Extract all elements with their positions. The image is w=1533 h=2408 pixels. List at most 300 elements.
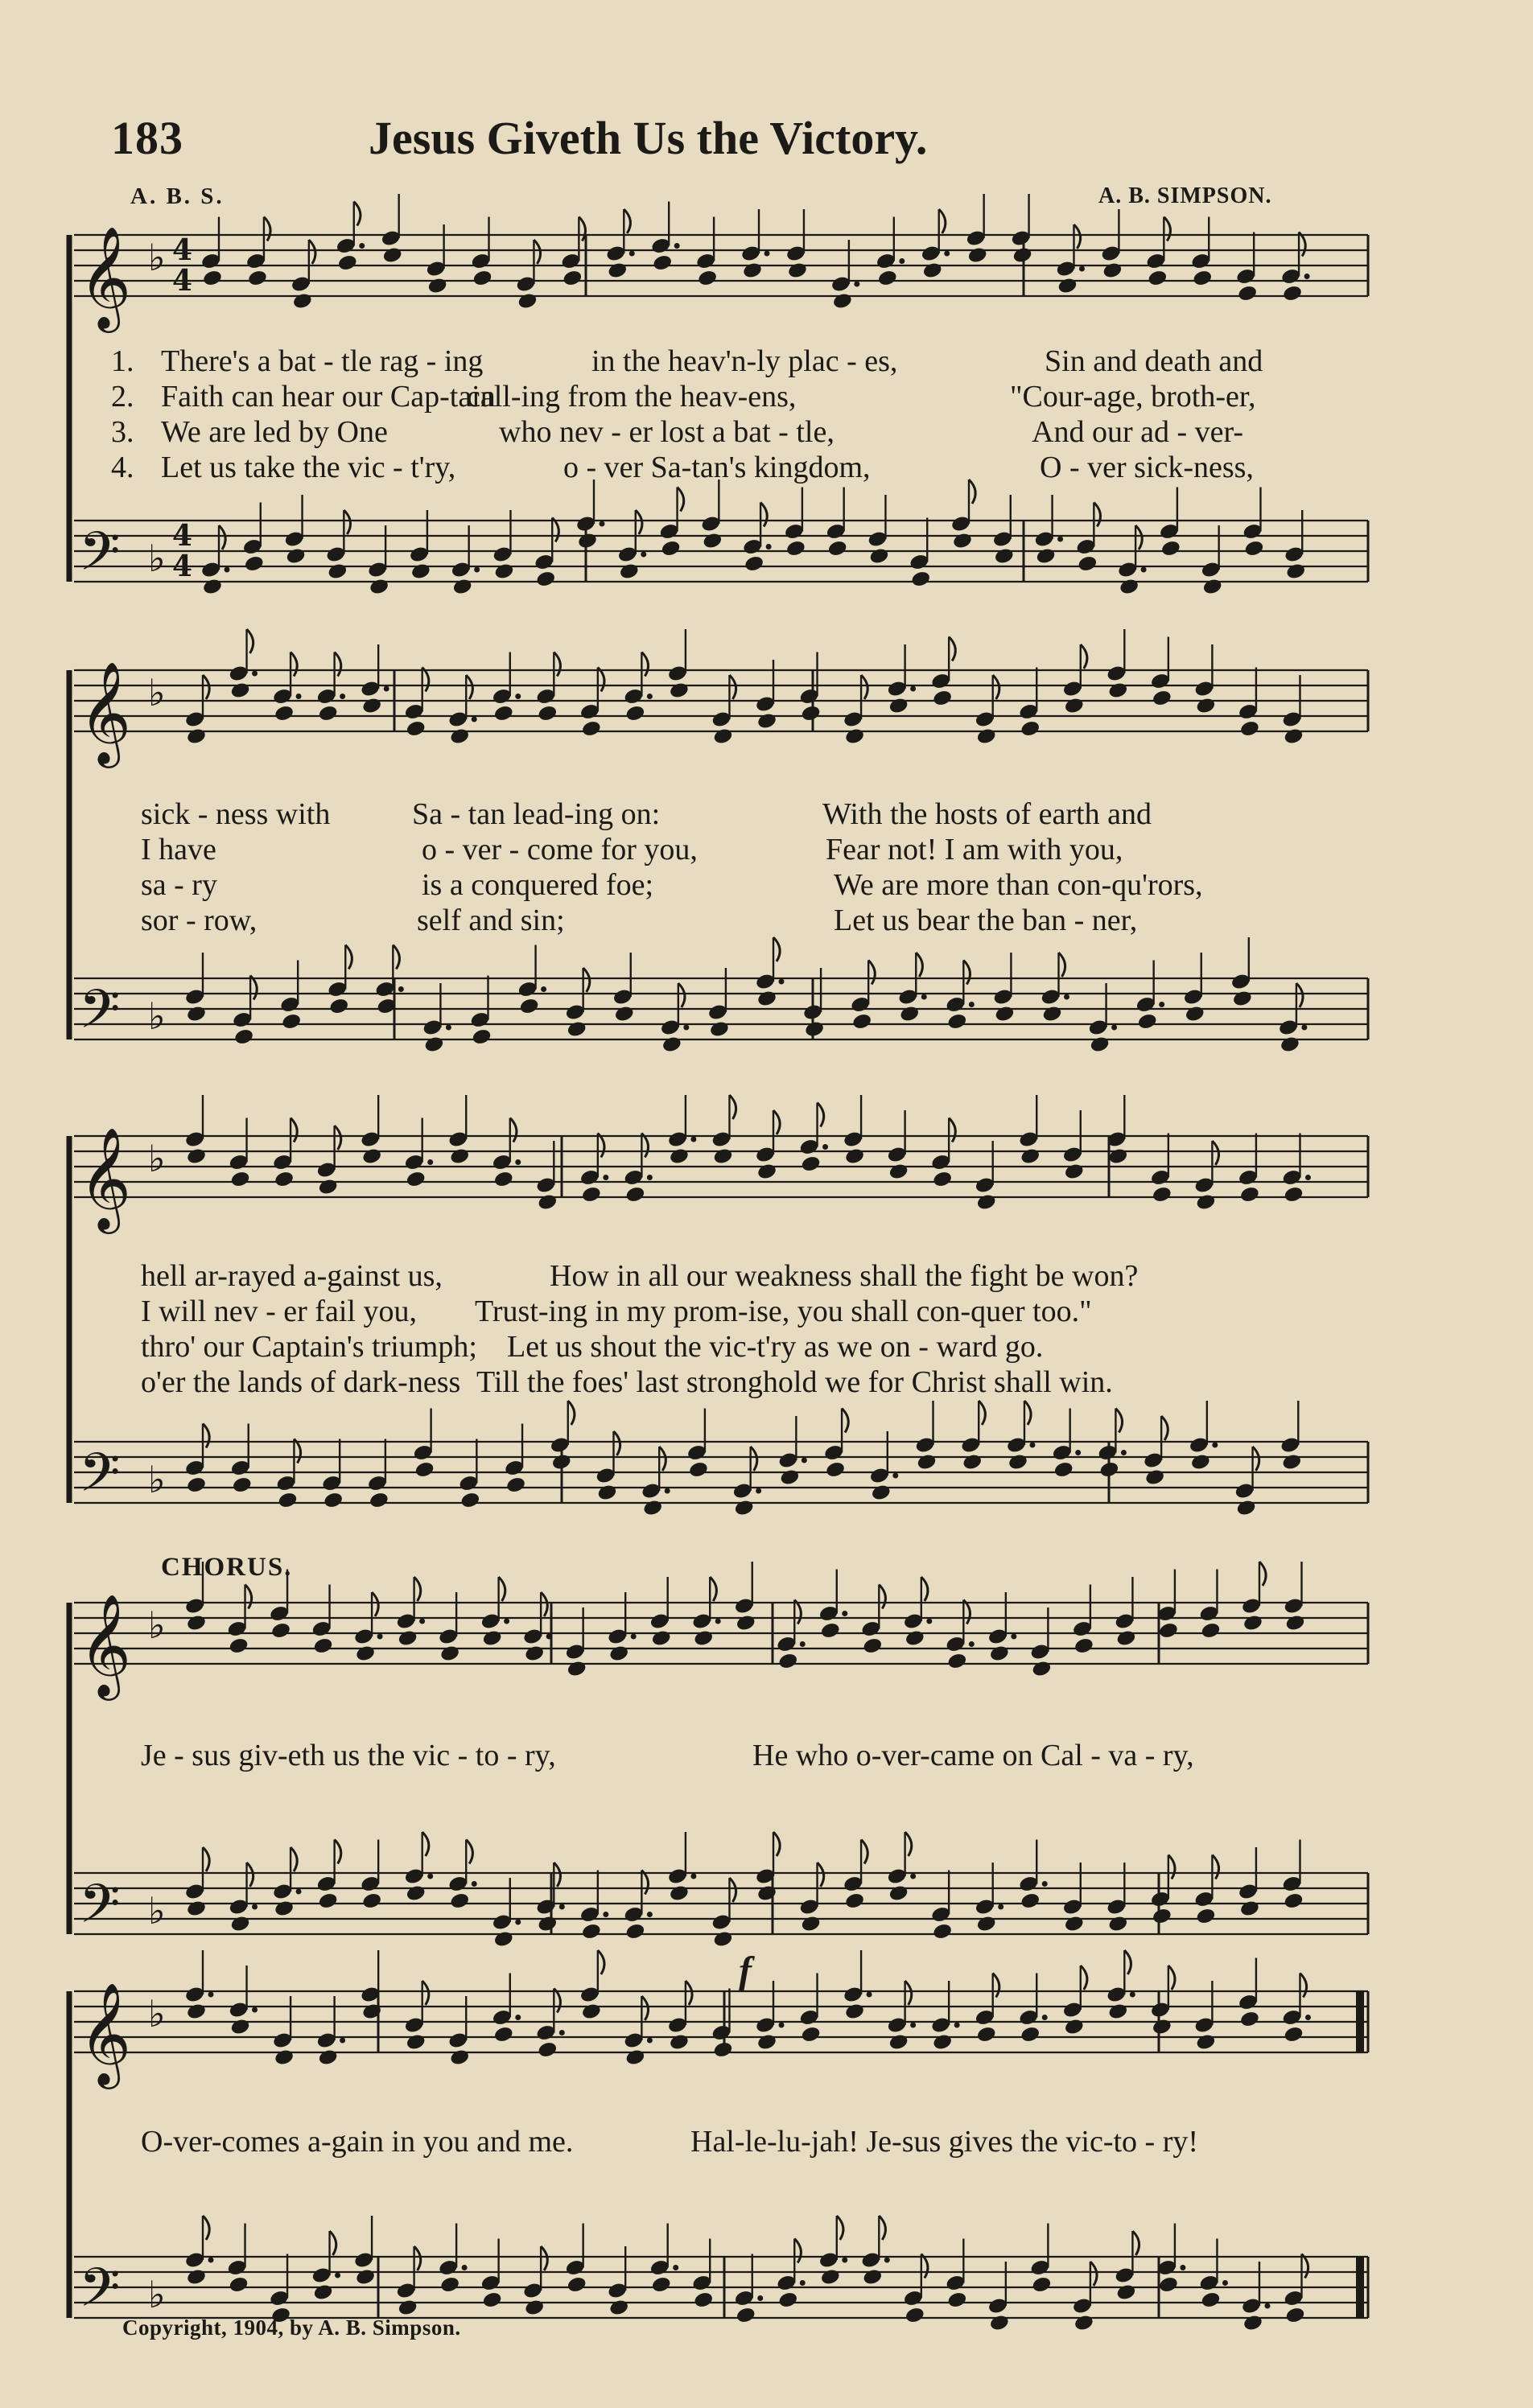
lyric-line: Hal-le-lu-jah! Je-sus gives the vic-to - ry! — [690, 2125, 1199, 2159]
time-signature: 4 — [172, 519, 193, 553]
note-dot — [377, 1634, 383, 1640]
note-head — [1152, 2018, 1172, 2036]
note-dot — [340, 2038, 345, 2044]
chorus-label: CHORUS. — [161, 1553, 293, 1582]
note-dot — [515, 1920, 521, 1925]
note-flag — [1081, 644, 1087, 669]
note-flag — [868, 961, 875, 985]
note-head — [1115, 1629, 1136, 1648]
lyric-line: And our ad - ver- — [1032, 415, 1244, 449]
note-head — [946, 1652, 967, 1670]
note-head — [459, 1491, 480, 1509]
note-head — [482, 1629, 503, 1648]
flat-icon: ♭ — [148, 1603, 166, 1647]
note-head — [608, 2299, 629, 2317]
note-head — [851, 1012, 872, 1031]
note-head — [888, 2033, 909, 2052]
note-head — [406, 2033, 427, 2052]
note-flag — [963, 961, 970, 985]
note-dot — [1159, 1002, 1164, 1007]
lyric-line: O-ver-comes a-gain in you and me. — [141, 2125, 574, 2159]
note-head — [1152, 1907, 1172, 1925]
note-flag — [773, 1110, 780, 1134]
note-flag — [534, 240, 540, 264]
note-dot — [208, 1992, 214, 1998]
note-flag — [1135, 525, 1142, 550]
note-flag — [993, 1974, 999, 1998]
note-dot — [800, 1641, 806, 1647]
note-head — [832, 292, 853, 311]
note-head — [323, 1491, 344, 1509]
note-flag — [1124, 1950, 1131, 1974]
note-head — [888, 1163, 909, 1181]
note-head — [922, 261, 943, 280]
note-flag — [659, 1447, 666, 1471]
note-head — [186, 2003, 207, 2021]
note-head — [505, 1476, 526, 1494]
note-head — [277, 1491, 298, 1509]
note-head — [804, 1020, 825, 1039]
note-head — [596, 1484, 617, 1502]
note-head — [274, 704, 295, 722]
note-flag — [554, 1863, 560, 1887]
note-head — [1107, 681, 1128, 700]
note-dot — [427, 1874, 433, 1879]
note-flag — [245, 1585, 252, 1609]
note-head — [537, 1915, 558, 1933]
note-flag — [905, 1981, 912, 2005]
note-dot — [252, 671, 258, 677]
note-flag — [309, 240, 315, 264]
note-head — [844, 727, 865, 746]
note-head — [410, 562, 431, 581]
note-dot — [1042, 1881, 1048, 1887]
note-flag — [203, 1847, 209, 1871]
note-head — [1185, 1005, 1205, 1023]
note-flag — [422, 1981, 429, 2005]
note-dot — [1212, 1443, 1218, 1448]
note-head — [186, 1614, 207, 1632]
note-head — [577, 532, 598, 550]
note-head — [619, 562, 640, 581]
note-head — [669, 2033, 690, 2052]
note-head — [229, 2018, 250, 2036]
lyric-line: "Cour-age, broth-er, — [1010, 380, 1256, 414]
note-head — [1137, 1012, 1158, 1031]
note-head — [1158, 1621, 1179, 1640]
note-flag — [247, 1863, 253, 1887]
note-dot — [515, 694, 521, 699]
note-flag — [1024, 1401, 1031, 1425]
note-head — [742, 261, 763, 280]
note-head — [1280, 1035, 1300, 1054]
note-head — [327, 562, 348, 581]
lyric-line: o - ver Sa-tan's kingdom, — [563, 451, 871, 484]
note-dot — [673, 2265, 678, 2270]
note-head — [452, 578, 473, 596]
lyric-line: sa - ry — [141, 868, 217, 902]
note-head — [952, 532, 973, 550]
note-head — [624, 704, 645, 722]
note-head — [1107, 1915, 1128, 1933]
note-flag — [879, 1585, 885, 1609]
note-dot — [1222, 2280, 1228, 2286]
note-head — [652, 253, 673, 272]
note-head — [1283, 727, 1304, 746]
note-head — [1190, 1453, 1211, 1472]
note-head — [229, 681, 250, 700]
note-head — [274, 1900, 295, 1918]
note-dot — [647, 694, 653, 699]
note-head — [186, 2268, 207, 2287]
bass-clef-icon: 𝄢 — [79, 521, 121, 595]
note-head — [369, 578, 389, 596]
lyric-line: in the heav'n-ly plac - es, — [591, 344, 898, 378]
note-head — [537, 704, 558, 722]
note-head — [1242, 1614, 1263, 1632]
note-head — [581, 1185, 602, 1204]
note-dot — [1141, 567, 1147, 573]
note-head — [1144, 1468, 1165, 1487]
note-head — [229, 1170, 250, 1188]
note-head — [607, 261, 628, 280]
note-head — [862, 2268, 883, 2287]
note-head — [537, 1193, 558, 1212]
note-flag — [345, 945, 352, 969]
note-head — [1008, 1453, 1028, 1472]
flat-icon: ♭ — [148, 671, 166, 714]
note-dot — [462, 2265, 468, 2270]
note-head — [777, 2291, 798, 2309]
note-head — [581, 719, 602, 738]
flat-icon: ♭ — [148, 994, 166, 1038]
note-head — [292, 292, 313, 311]
note-flag — [993, 675, 999, 699]
note-head — [493, 1930, 514, 1949]
note-head — [800, 1915, 821, 1933]
note-head — [1115, 2283, 1136, 2302]
note-head — [899, 1005, 920, 1023]
note-head — [1053, 1460, 1074, 1479]
note-head — [1119, 578, 1139, 596]
note-head — [244, 554, 265, 573]
note-head — [669, 1147, 690, 1166]
note-head — [312, 2283, 333, 2302]
note-flag — [583, 968, 590, 992]
note-dot — [757, 2295, 763, 2301]
note-dot — [926, 1619, 932, 1624]
note-head — [779, 1468, 800, 1487]
time-signature: 4 — [172, 550, 193, 583]
note-dot — [802, 1458, 807, 1463]
note-head — [868, 547, 889, 566]
note-head — [608, 1644, 629, 1663]
note-flag — [568, 1401, 575, 1425]
note-flag — [729, 1878, 736, 1902]
lyric-line: sick - ness with — [141, 797, 331, 831]
lyric-line: Let us take the vic - t'ry, — [161, 451, 456, 484]
note-dot — [1064, 994, 1069, 1000]
note-flag — [818, 1103, 824, 1127]
note-head — [524, 1644, 545, 1663]
note-dot — [1130, 1992, 1135, 1998]
note-head — [932, 2033, 953, 2052]
note-head — [932, 1170, 953, 1188]
note-head — [493, 704, 514, 722]
note-flag — [466, 1840, 472, 1864]
note-head — [1285, 562, 1306, 581]
note-head — [651, 2275, 672, 2294]
note-dot — [1011, 1634, 1016, 1640]
note-dot — [842, 2258, 847, 2263]
note-head — [281, 1012, 302, 1031]
note-head — [736, 1614, 756, 1632]
note-head — [994, 1005, 1015, 1023]
note-head — [1200, 2291, 1221, 2309]
music-composer: A. B. SIMPSON. — [1098, 183, 1272, 208]
note-flag — [905, 1832, 912, 1856]
note-head — [932, 1922, 953, 1941]
note-head — [186, 1476, 207, 1494]
note-flag — [916, 953, 922, 977]
note-head — [186, 727, 207, 746]
note-head — [946, 2291, 967, 2309]
note-dot — [690, 1137, 696, 1142]
note-flag — [949, 637, 955, 661]
note-flag — [969, 480, 975, 504]
note-dot — [631, 1634, 637, 1640]
note-head — [1064, 1915, 1085, 1933]
note-flag — [510, 1118, 517, 1142]
treble-clef-icon: 𝄞 — [79, 661, 132, 764]
note-dot — [252, 1904, 258, 1910]
note-flag — [414, 2246, 421, 2270]
note-dot — [1111, 1025, 1117, 1031]
note-flag — [1168, 1855, 1175, 1879]
note-head — [482, 2291, 503, 2309]
note-flag — [1168, 1966, 1175, 1990]
note-head — [1283, 1891, 1304, 1910]
note-head — [1152, 1185, 1172, 1204]
note-head — [186, 1005, 207, 1023]
note-flag — [686, 1981, 692, 2005]
note-head — [369, 1491, 389, 1509]
note-head — [800, 1155, 821, 1173]
note-flag — [678, 983, 685, 1007]
note-head — [439, 2275, 460, 2294]
note-head — [228, 1636, 249, 1655]
note-dot — [515, 2015, 521, 2020]
note-head — [233, 1027, 254, 1046]
note-head — [1064, 1163, 1085, 1181]
note-dot — [427, 1159, 433, 1165]
note-head — [1202, 578, 1223, 596]
note-head — [471, 1027, 492, 1046]
note-head — [756, 2033, 777, 2052]
note-flag — [1300, 1974, 1306, 1998]
note-head — [910, 570, 931, 588]
note-flag — [760, 503, 767, 527]
note-head — [229, 1915, 250, 1933]
note-head — [562, 269, 583, 287]
note-head — [1200, 1621, 1221, 1640]
note-flag — [1074, 224, 1080, 249]
lyric-line: Sa - tan lead-ing on: — [412, 797, 661, 831]
note-dot — [892, 1473, 898, 1479]
note-dot — [715, 1619, 721, 1624]
bass-clef-icon: 𝄢 — [79, 1442, 121, 1517]
note-head — [1195, 1907, 1216, 1925]
note-head — [1035, 547, 1056, 566]
note-head — [228, 2275, 249, 2294]
note-dot — [665, 1488, 670, 1494]
note-dot — [1180, 2265, 1185, 2270]
note-dot — [647, 1175, 653, 1180]
lyric-line: We are more than con-qu'rors, — [834, 868, 1203, 902]
note-head — [1090, 1035, 1111, 1054]
note-head — [962, 1453, 983, 1472]
note-head — [186, 1900, 207, 1918]
note-flag — [219, 525, 225, 550]
note-dot — [603, 1175, 608, 1180]
note-dot — [674, 243, 680, 249]
note-head — [581, 2003, 602, 2021]
note-head — [1152, 689, 1172, 707]
note-dot — [764, 251, 770, 257]
note-head — [1283, 2025, 1304, 2044]
note-flag — [330, 2231, 336, 2255]
note-head — [361, 697, 382, 715]
lyric-line: 3. — [111, 415, 134, 449]
note-flag — [466, 675, 472, 699]
note-head — [406, 1884, 427, 1903]
note-flag — [1059, 953, 1065, 977]
note-head — [989, 2314, 1010, 2332]
note-flag — [598, 1950, 604, 1974]
note-head — [976, 2025, 997, 2044]
note-dot — [1057, 537, 1063, 542]
note-head — [827, 539, 848, 558]
note-head — [361, 1147, 382, 1166]
note-flag — [1081, 1966, 1087, 1990]
note-head — [967, 246, 988, 265]
note-head — [712, 1147, 733, 1166]
lyric-line: Let us bear the ban - ner, — [834, 904, 1138, 937]
note-head — [406, 1170, 427, 1188]
words-author: A. B. S. — [130, 183, 225, 209]
note-head — [820, 1621, 841, 1640]
note-head — [693, 1629, 714, 1648]
note-dot — [359, 243, 365, 249]
note-dot — [629, 251, 635, 257]
note-head — [709, 1020, 730, 1039]
note-head — [318, 704, 339, 722]
note-head — [712, 2040, 733, 2059]
note-head — [1107, 2003, 1128, 2021]
note-flag — [624, 209, 630, 233]
note-flag — [372, 1592, 378, 1616]
lyric-line: Let us shout the vic-t'ry as we on - ward go. — [507, 1330, 1044, 1364]
note-head — [712, 727, 733, 746]
note-flag — [773, 937, 780, 961]
note-head — [472, 269, 492, 287]
note-head — [756, 1163, 777, 1181]
hymn-number: 183 — [111, 112, 183, 164]
copyright-notice: Copyright, 1904, by A. B. Simpson. — [122, 2315, 461, 2340]
note-head — [1195, 1193, 1216, 1212]
note-dot — [504, 1619, 509, 1624]
note-dot — [340, 694, 345, 699]
flat-icon: ♭ — [148, 2273, 166, 2316]
note-flag — [264, 217, 270, 241]
note-head — [651, 1629, 672, 1648]
treble-clef-icon: 𝄞 — [79, 1593, 132, 1696]
note-head — [976, 727, 997, 746]
note-flag — [921, 1577, 928, 1601]
lyric-line: With the hosts of earth and — [822, 797, 1152, 831]
lyric-line: We are led by One — [161, 415, 388, 449]
note-head — [1239, 2010, 1260, 2028]
note-head — [800, 2025, 821, 2044]
flat-icon: ♭ — [148, 1137, 166, 1180]
note-head — [844, 2003, 865, 2021]
note-flag — [751, 1447, 757, 1471]
bass-clef-icon: 𝄢 — [79, 978, 121, 1053]
note-head — [800, 704, 821, 722]
note-flag — [203, 675, 209, 699]
note-head — [862, 1636, 883, 1655]
note-dot — [398, 986, 404, 992]
note-head — [669, 681, 690, 700]
note-head — [825, 1460, 846, 1479]
note-head — [517, 292, 538, 311]
note-head — [355, 2268, 376, 2287]
note-dot — [1042, 2015, 1048, 2020]
note-head — [1192, 269, 1213, 287]
note-head — [1107, 1147, 1128, 1166]
note-flag — [794, 2239, 801, 2263]
note-head — [1102, 261, 1123, 280]
note-dot — [472, 717, 477, 722]
note-head — [202, 578, 223, 596]
note-dot — [766, 544, 772, 550]
note-dot — [559, 2030, 565, 2035]
note-head — [493, 1170, 514, 1188]
lyric-line: There's a bat - tle rag - ing — [161, 344, 484, 378]
flat-icon: ♭ — [148, 1458, 166, 1501]
note-dot — [296, 694, 302, 699]
note-dot — [683, 1025, 689, 1031]
note-dot — [867, 1992, 872, 1998]
lyric-line: o - ver - come for you, — [422, 833, 698, 866]
note-head — [355, 1644, 376, 1663]
flat-icon: ♭ — [148, 537, 166, 580]
note-flag — [641, 1996, 648, 2020]
note-head — [994, 547, 1015, 566]
note-head — [1237, 284, 1258, 303]
note-dot — [446, 1025, 451, 1031]
note-head — [1232, 990, 1253, 1008]
note-dot — [1079, 266, 1085, 272]
flat-icon: ♭ — [148, 1992, 166, 2035]
lyric-line: Fear not! I am with you, — [826, 833, 1123, 866]
note-head — [1064, 697, 1085, 715]
note-head — [736, 2306, 756, 2324]
note-head — [1243, 539, 1264, 558]
note-head — [624, 2048, 645, 2067]
note-head — [1057, 277, 1078, 295]
flat-icon: ♭ — [148, 236, 166, 279]
